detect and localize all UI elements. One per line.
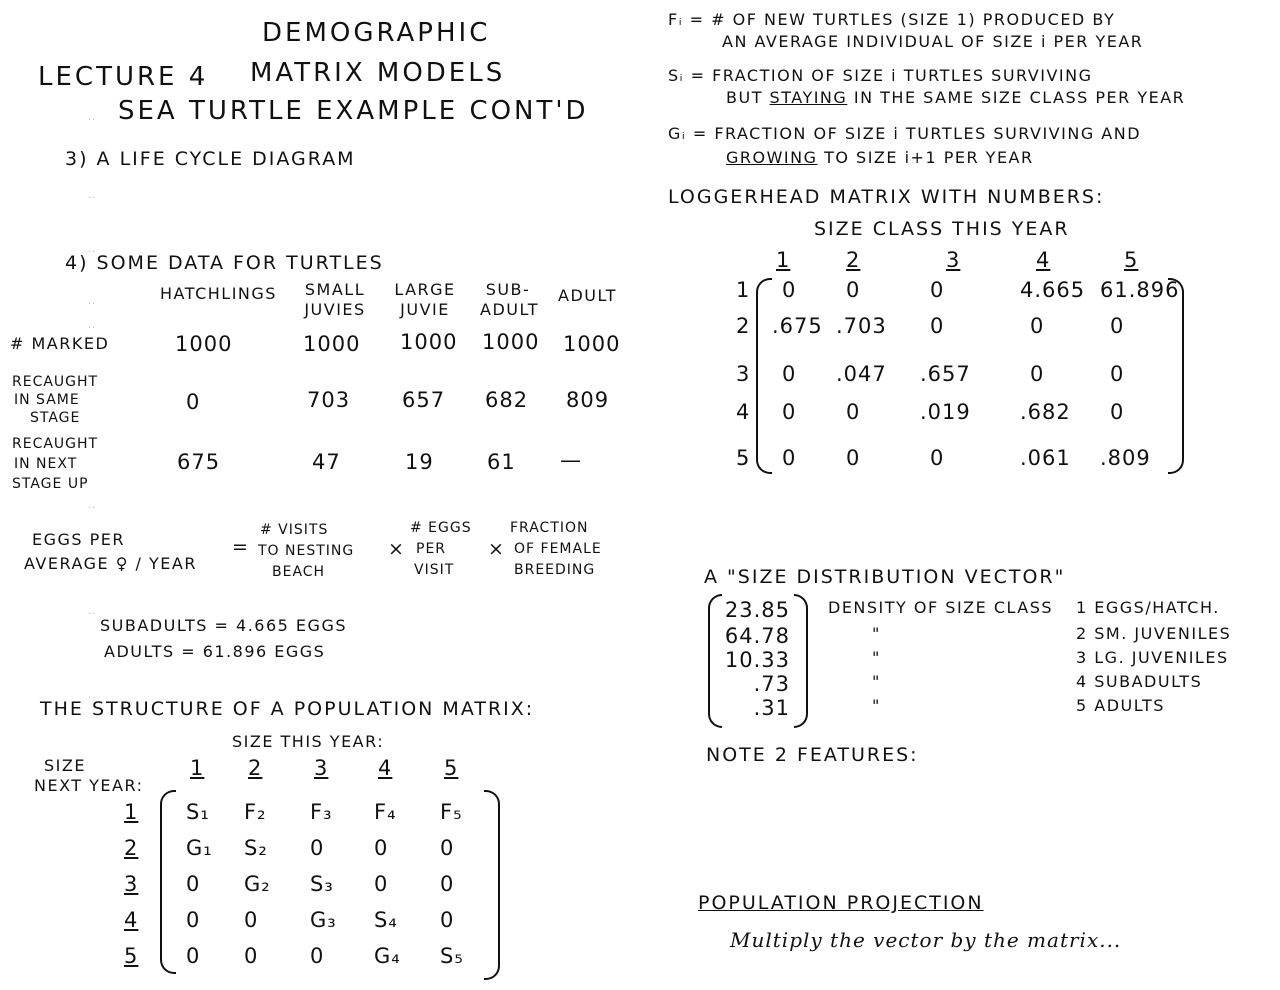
matrix-right-bracket [484,790,500,980]
matrix-cell: 0 [930,278,945,302]
matrix-cell: 0 [930,446,945,470]
table-cell: 1000 [482,330,540,354]
loggerhead-row-label: 5 [736,446,751,470]
matrix-cell: 0 [782,446,797,470]
matrix-cell: 0 [1110,362,1125,386]
eggs-term2-a: # EGGS [410,520,472,536]
matrix-cell: F₅ [440,800,463,824]
title-line-3: SEA TURTLE EXAMPLE CONT'D [118,96,589,126]
loggerhead-left-bracket [756,278,772,474]
matrix-cell: 0 [846,446,861,470]
matrix-cell: G₂ [244,872,271,896]
matrix-cell: F₄ [374,800,397,824]
matrix-cell: 61.896 [1100,278,1180,302]
def-s-but: BUT [726,88,770,107]
structure-row-label: 1 [124,800,139,824]
matrix-cell: S₅ [440,944,464,968]
eggs-term3-c: BREEDING [514,562,596,578]
matrix-cell: 0 [310,944,325,968]
row-label-marked: # MARKED [10,334,110,353]
table-cell: 0 [186,390,201,414]
title-line-2: MATRIX MODELS [250,58,506,88]
eggs-term1-b: TO NESTING [258,543,355,559]
vector-value: 64.78 [724,624,790,648]
loggerhead-row-label: 2 [736,314,751,338]
table-cell: 675 [177,450,221,474]
times-sign: × [488,538,506,560]
vector-class-label: 5 ADULTS [1076,696,1165,715]
matrix-cell: 0 [186,944,201,968]
matrix-cell: 0 [244,908,259,932]
matrix-cell: 0 [1030,362,1045,386]
vector-class-label: 3 LG. JUVENILES [1076,648,1229,667]
def-g-rest: TO SIZE i+1 PER YEAR [817,148,1034,167]
def-s-line-1: Sᵢ = FRACTION OF SIZE i TURTLES SURVIVING [668,66,1093,85]
matrix-cell: 0 [244,944,259,968]
loggerhead-col-label: 5 [1124,248,1139,272]
vector-value: .73 [753,672,790,696]
vector-value: 23.85 [724,598,790,622]
eggs-lhs-b: AVERAGE ♀ / YEAR [24,554,197,573]
matrix-cell: 0 [310,836,325,860]
structure-col-label: 1 [190,756,205,780]
matrix-cell: 0 [440,836,455,860]
def-f-line-2: AN AVERAGE INDIVIDUAL OF SIZE i PER YEAR [722,32,1144,51]
eggs-term1-a: # VISITS [260,522,329,538]
matrix-cell: 0 [782,362,797,386]
matrix-cell: 0 [846,400,861,424]
table-cell: 47 [312,450,341,474]
def-g-growing: GROWING [726,148,818,167]
matrix-cell: .061 [1020,446,1071,470]
matrix-cell: 4.665 [1020,278,1086,302]
def-s-rest: IN THE SAME SIZE CLASS PER YEAR [847,88,1186,107]
loggerhead-row-label: 1 [736,278,751,302]
vector-class-label: 2 SM. JUVENILES [1076,624,1232,643]
table-cell: 1000 [400,330,458,354]
eggs-equals: = [232,536,250,558]
matrix-cell: S₄ [374,908,398,932]
vector-class-label: 4 SUBADULTS [1076,672,1203,691]
matrix-cell: F₂ [244,800,267,824]
matrix-cell: .809 [1100,446,1151,470]
dot-mark: .. [88,296,97,307]
lecture-label: LECTURE 4 [38,62,209,92]
loggerhead-col-label: 3 [946,248,961,272]
loggerhead-row-label: 3 [736,362,751,386]
projection-heading: POPULATION PROJECTION [698,892,984,914]
structure-col-label: 5 [444,756,459,780]
matrix-cell: 0 [440,908,455,932]
vector-class-label: 1 EGGS/HATCH. [1076,598,1220,617]
table-cell: — [560,448,582,472]
loggerhead-col-label: 4 [1036,248,1051,272]
col-large-juvie: LARGE JUVIE [394,280,456,319]
matrix-cell: 0 [186,908,201,932]
vector-value: 10.33 [724,648,790,672]
vector-heading: A "SIZE DISTRIBUTION VECTOR" [704,566,1066,588]
section-3-heading: 3) A LIFE CYCLE DIAGRAM [65,148,356,170]
matrix-cell: 0 [1110,400,1125,424]
structure-row-label: 5 [124,944,139,968]
matrix-cell: .657 [920,362,971,386]
matrix-cell: 0 [846,278,861,302]
col-sub-adult: SUB-ADULT [480,280,539,319]
row-label-recaught-next-c: STAGE UP [12,476,89,492]
structure-row-label: 3 [124,872,139,896]
matrix-cell: S₂ [244,836,268,860]
structure-row-label: 2 [124,836,139,860]
table-cell: 1000 [563,332,621,356]
eggs-term3-b: OF FEMALE [514,541,602,557]
ditto-mark: " [872,624,881,643]
eggs-term1-c: BEACH [272,564,326,580]
def-g-line-2 [726,148,1034,167]
row-label-recaught-next: RECAUGHT [12,436,99,452]
col-adult: ADULT [558,286,617,305]
structure-col-label: 3 [314,756,329,780]
dot-mark: .. [88,190,97,201]
structure-col-heading: SIZE THIS YEAR: [232,732,385,751]
eggs-term2-b: PER [416,541,447,557]
table-cell: 682 [485,388,529,412]
row-label-recaught-same: RECAUGHT [12,374,99,390]
matrix-cell: .682 [1020,400,1071,424]
dot-mark: .. [88,500,97,511]
matrix-cell: .019 [920,400,971,424]
matrix-cell: 0 [1030,314,1045,338]
structure-col-label: 2 [248,756,263,780]
subadults-eggs: SUBADULTS = 4.665 EGGS [100,616,347,635]
row-label-recaught-same-b: IN SAME [14,392,80,408]
matrix-cell: .047 [836,362,887,386]
def-s-staying: STAYING [769,88,848,107]
matrix-cell: 0 [1110,314,1125,338]
eggs-term3-a: FRACTION [510,520,589,536]
dot-mark: .. [88,244,97,255]
table-cell: 809 [566,388,610,412]
col-small-juvies: SMALL JUVIES [304,280,366,319]
def-g-line-1: Gᵢ = FRACTION OF SIZE i TURTLES SURVIVING AND [668,124,1142,143]
matrix-cell: 0 [782,400,797,424]
matrix-cell: 0 [782,278,797,302]
dot-mark: .. [88,606,97,617]
dot-mark: .. [88,690,97,701]
def-s-line-2 [726,88,1185,107]
vector-description: DENSITY OF SIZE CLASS [828,598,1054,617]
matrix-cell: .703 [836,314,887,338]
loggerhead-col-label: 1 [776,248,791,272]
eggs-term2-c: VISIT [414,562,455,578]
adults-eggs: ADULTS = 61.896 EGGS [104,642,326,661]
matrix-cell: G₃ [310,908,337,932]
table-cell: 1000 [303,332,361,356]
table-cell: 19 [405,450,434,474]
row-label-recaught-same-c: STAGE [30,410,81,426]
matrix-cell: 0 [440,872,455,896]
structure-row-heading-a: SIZE [44,756,86,775]
dot-mark: .. [88,112,97,123]
eggs-lhs-a: EGGS PER [32,530,126,549]
ditto-mark: " [872,672,881,691]
matrix-cell: 0 [186,872,201,896]
matrix-cell: G₁ [186,836,213,860]
ditto-mark: " [872,696,881,715]
row-label-recaught-next-b: IN NEXT [14,456,78,472]
matrix-cell: 0 [374,836,389,860]
matrix-cell: S₁ [186,800,210,824]
note-features: NOTE 2 FEATURES: [706,744,919,766]
times-sign: × [388,538,406,560]
col-hatchlings: HATCHLINGS [160,284,277,303]
matrix-cell: 0 [930,314,945,338]
structure-col-label: 4 [378,756,393,780]
vector-value: .31 [753,696,790,720]
matrix-cell: .675 [772,314,823,338]
loggerhead-col-label: 2 [846,248,861,272]
matrix-cell: S₃ [310,872,334,896]
table-cell: 61 [487,450,516,474]
title-line-1: DEMOGRAPHIC [262,18,491,48]
projection-text: Multiply the vector by the matrix... [730,928,1122,952]
matrix-left-bracket [160,790,176,974]
matrix-cell: 0 [374,872,389,896]
section-4-heading: 4) SOME DATA FOR TURTLES [65,252,384,274]
matrix-cell: F₃ [310,800,333,824]
table-cell: 657 [402,388,446,412]
loggerhead-row-label: 4 [736,400,751,424]
vector-right-bracket [794,594,808,728]
dot-mark: .. [88,320,97,331]
structure-heading: THE STRUCTURE OF A POPULATION MATRIX: [40,698,535,720]
def-f-line-1: Fᵢ = # OF NEW TURTLES (SIZE 1) PRODUCED BY [668,10,1116,29]
ditto-mark: " [872,648,881,667]
table-cell: 703 [307,388,351,412]
structure-row-label: 4 [124,908,139,932]
structure-row-heading-b: NEXT YEAR: [34,776,144,795]
loggerhead-heading: LOGGERHEAD MATRIX WITH NUMBERS: [668,186,1105,208]
loggerhead-col-heading: SIZE CLASS THIS YEAR [814,218,1070,240]
table-cell: 1000 [175,332,233,356]
loggerhead-right-bracket [1168,278,1184,474]
matrix-cell: G₄ [374,944,401,968]
